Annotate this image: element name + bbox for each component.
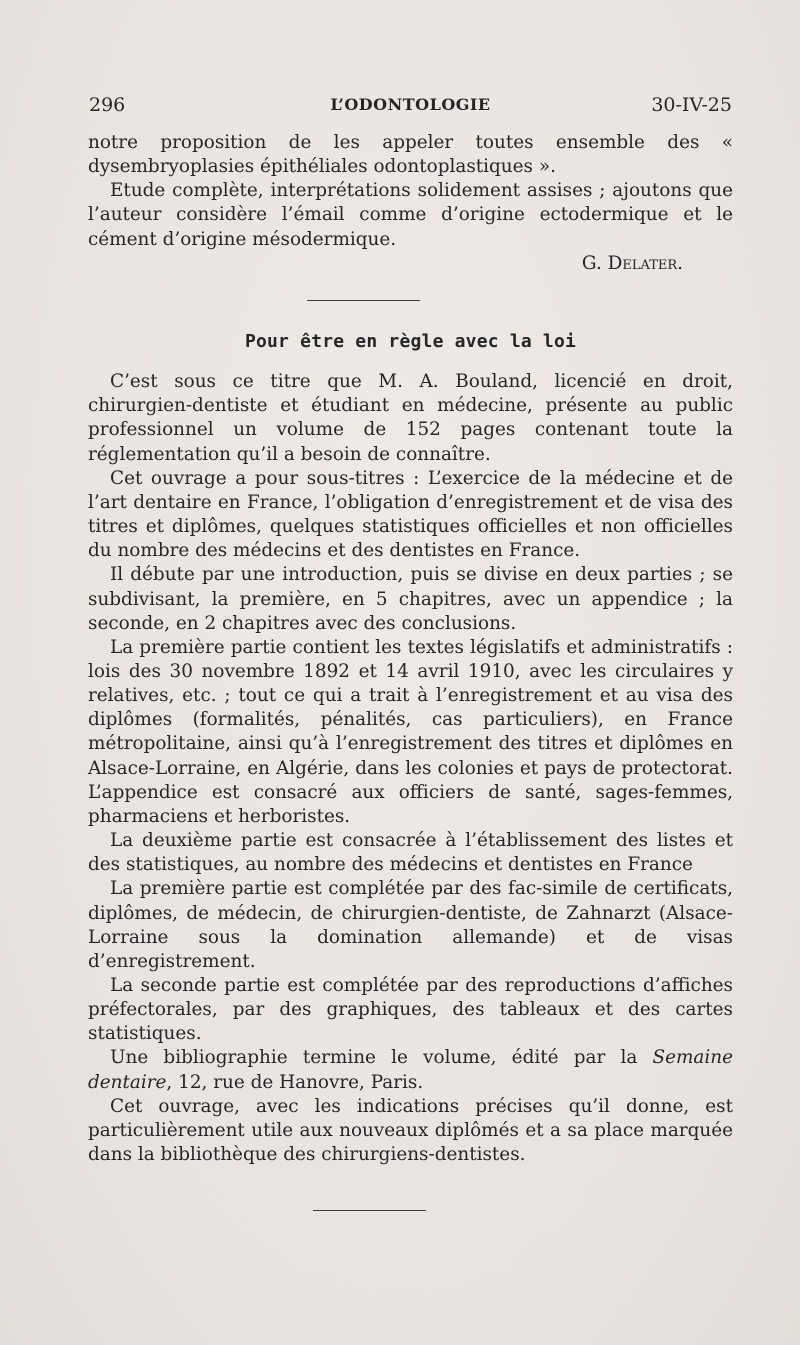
section-paragraph-1: C’est sous ce titre que M. A. Bouland, licencié en droit, chirurgien-dentiste et étudiant en médecine, présente au public professionnel un volume de 152 pages contenant toute la réglementation qu’il a besoin de connaître. [88, 371, 733, 465]
section-divider-top [307, 300, 420, 301]
paragraph-8-text-end: , 12, rue de Hanovre, Paris. [166, 1071, 424, 1093]
paragraph-8-text-start: Une bibliographie termine le volume, édité par la [110, 1047, 653, 1069]
section-paragraph-5: La deuxième partie est consacrée à l’établissement des listes et des statistiques, au nombre des médecins et dentistes en France [88, 830, 733, 876]
section-paragraph-2: Cet ouvrage a pour sous-titres : L’exercice de la médecine et de l’art dentaire en France, l’obligation d’enregistrement et de visa des titres et diplômes, quelques statistiques officielles et non officielles du nombre des médecins et des dentistes en France. [88, 467, 733, 562]
section-title: Pour être en règle avec la loi [244, 330, 577, 352]
section-paragraph-9: Cet ouvrage, avec les indications précises qu’il donne, est particulièrement utile aux nouveaux diplômés et a sa place marquée dans la bibliothèque des chirurgiens-dentistes. [88, 1095, 733, 1166]
section-paragraph-6: La première partie est complétée par des fac-simile de certificats, diplômes, de médecin, de chirurgien-dentiste, de Zahnarzt (Alsace-Lorraine sous la domination allemande) et de visas d’enregistrement. [88, 878, 733, 972]
review-paragraph-1: notre proposition de les appeler toutes ensemble des « dysembryoplasies épithéliales odontoplastiques ». [88, 132, 733, 178]
journal-title: L’ODONTOLOGIE [330, 95, 491, 114]
review-paragraph-2: Etude complète, interprétations solidement assises ; ajoutons que l’auteur considère l’émail comme d’origine ectodermique et le cément d’origine mésodermique. [88, 180, 733, 250]
section-paragraph-3: Il débute par une introduction, puis se divise en deux parties ; se subdivisant, la première, en 5 chapitres, avec un appendice ; la seconde, en 2 chapitres avec des conclusions. [88, 564, 733, 634]
issue-date: 30-IV-25 [651, 94, 732, 116]
page-number: 296 [89, 94, 126, 116]
review-signature: G. Delater. [581, 252, 683, 274]
publication-name: Semaine dentaire [88, 1047, 733, 1093]
section-divider-bottom [313, 1210, 426, 1211]
section-paragraph-7: La seconde partie est complétée par des reproductions d’affiches préfectorales, par des graphiques, des tableaux et des cartes statistiques. [88, 975, 733, 1045]
section-paragraph-8 [88, 1046, 733, 1094]
section-paragraph-4: La première partie contient les textes législatifs et administratifs : lois des 30 novembre 1892 et 14 avril 1910, avec les circulaires y relatives, etc. ; tout ce qui a trait à l’enregistrement et au visa des diplômes (formalités, pénalités, cas particuliers), en France métropolitaine, ainsi qu’à l’enregistrement des titres et diplômes en Alsace-Lorraine, en Algérie, dans les colonies et pays de protectorat. L’appendice est consacré aux officiers de santé, sages-femmes, pharmaciens et herboristes. [88, 636, 733, 827]
page-body [88, 131, 733, 1211]
running-header [89, 94, 732, 120]
